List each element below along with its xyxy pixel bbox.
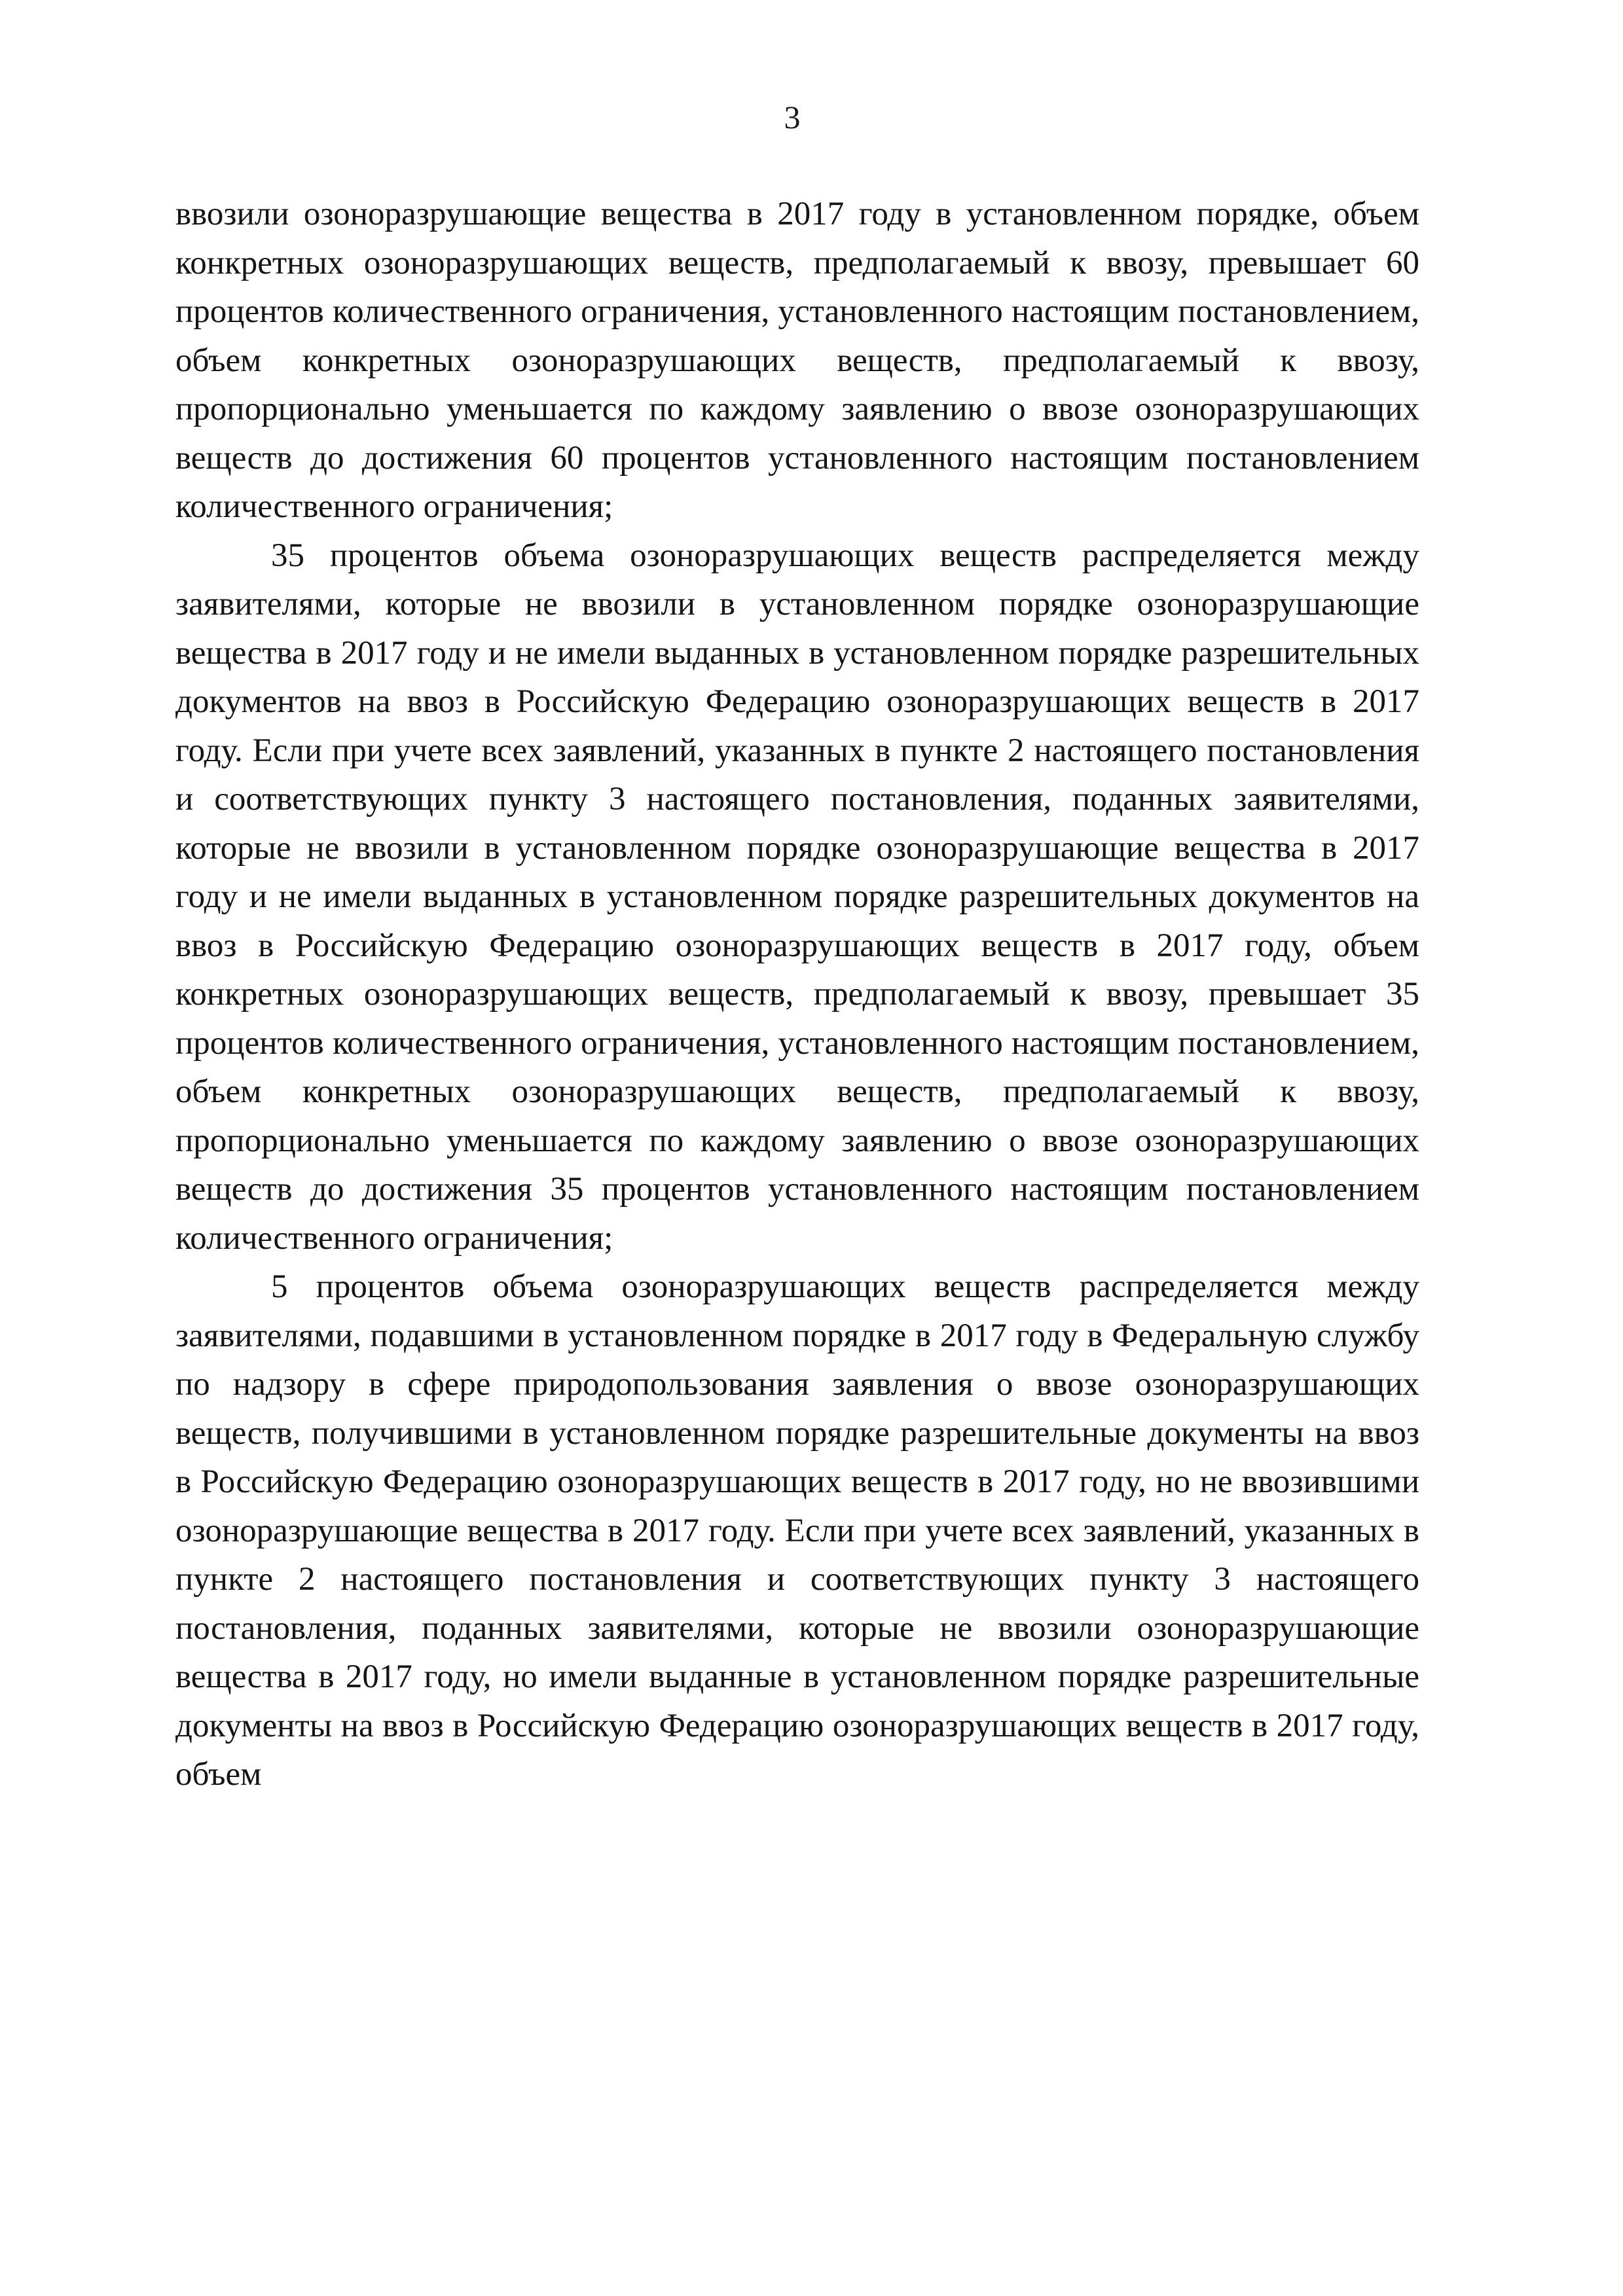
paragraph-continuation: ввозили озоноразрушающие вещества в 2017 году в установленном порядке, объем конкретных озоноразрушающих веществ, предполагаемый к ввозу, превышает 60 процентов количественного ограничения, установленного настоящим постановлением, объем конкретных озоноразрушающих веществ, предполагаемый к ввозу, пропорционально уменьшается по каждому заявлению о ввозе озоноразрушающих веществ до достижения 60 процентов установленного настоящим постановлением количественного ограничения; [175, 196, 1419, 525]
paragraph-35-percent: 35 процентов объема озоноразрушающих веществ распределяется между заявителями, которые не ввозили в установленном порядке озоноразрушающие вещества в 2017 году и не имели выданных в установленном порядке разрешительных документов на ввоз в Российскую Федерацию озоноразрушающих веществ в 2017 году. Если при учете всех заявлений, указанных в пункте 2 настоящего постановления и соответствующих пункту 3 настоящего постановления, поданных заявителями, которые не ввозили в установленном порядке озоноразрушающие вещества в 2017 году и не имели выданных в установленном порядке разрешительных документов на ввоз в Российскую Федерацию озоноразрушающих веществ в 2017 году, объем конкретных озоноразрушающих веществ, предполагаемый к ввозу, превышает 35 процентов количественного ограничения, установленного настоящим постановлением, объем конкретных озоноразрушающих веществ, предполагаемый к ввозу, пропорционально уменьшается по каждому заявлению о ввозе озоноразрушающих веществ до достижения 35 процентов установленного настоящим постановлением количественного ограничения; [175, 537, 1419, 1257]
paragraph-5-percent: 5 процентов объема озоноразрушающих веществ распределяется между заявителями, подавшими в установленном порядке в 2017 году в Федеральную службу по надзору в сфере природопользования заявления о ввозе озоноразрушающих веществ, получившими в установленном порядке разрешительные документы на ввоз в Российскую Федерацию озоноразрушающих веществ в 2017 году, но не ввозившими озоноразрушающие вещества в 2017 году. Если при учете всех заявлений, указанных в пункте 2 настоящего постановления и соответствующих пункту 3 настоящего постановления, поданных заявителями, которые не ввозили озоноразрушающие вещества в 2017 году, но имели выданные в установленном порядке разрешительные документы на ввоз в Российскую Федерацию озоноразрушающих веществ в 2017 году, объем [175, 1268, 1419, 1793]
page-number: 3 [784, 99, 801, 135]
document-body [175, 190, 1419, 1799]
